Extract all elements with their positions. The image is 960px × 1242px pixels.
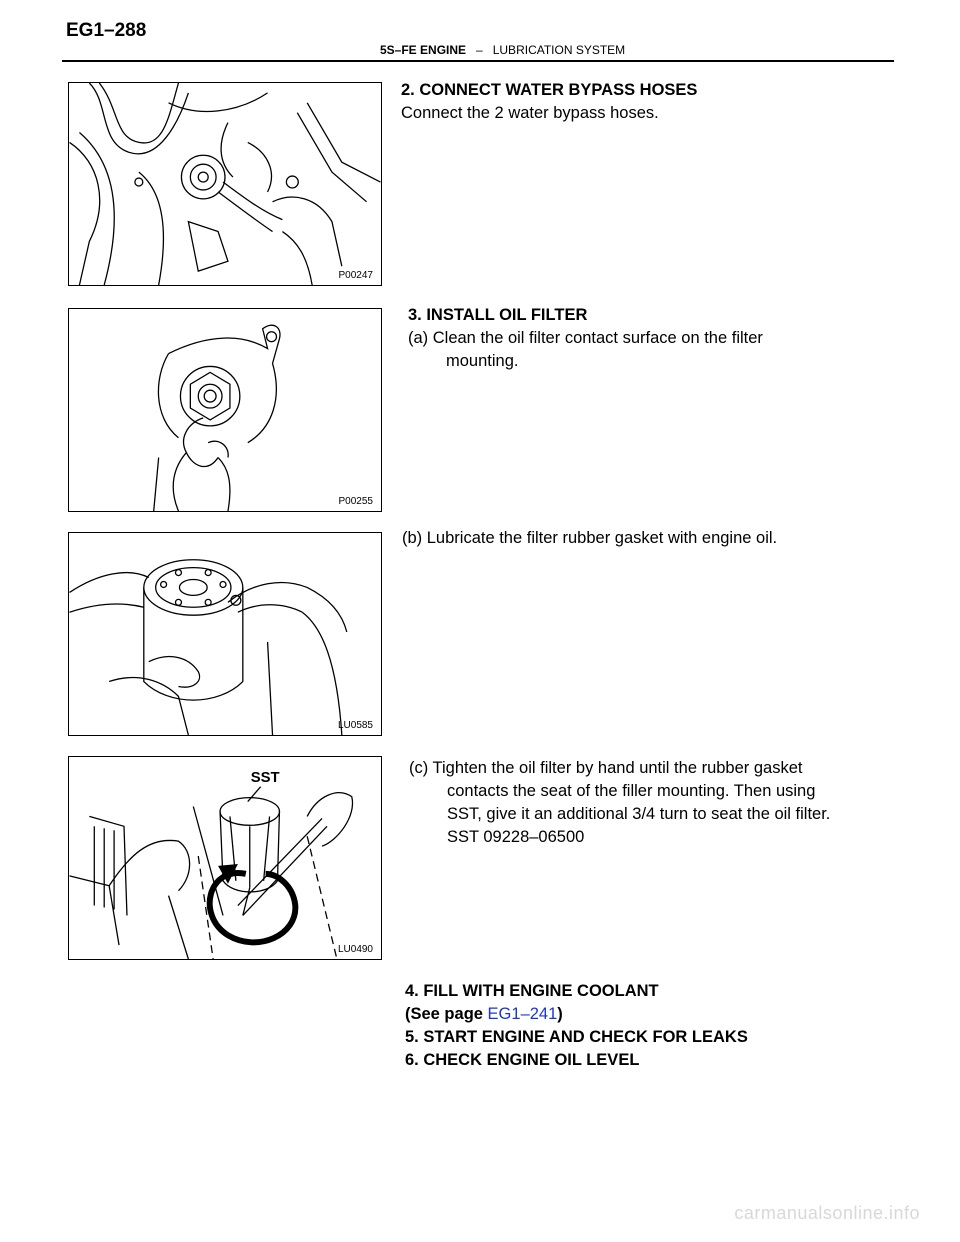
step-5-title: 5. START ENGINE AND CHECK FOR LEAKS	[405, 1028, 748, 1046]
step-3b: (b) Lubricate the filter rubber gasket with engine oil.	[402, 529, 778, 547]
figure-water-bypass-hoses	[68, 82, 382, 286]
page-number: EG1–288	[66, 20, 147, 41]
sst-wrench-illustration	[69, 757, 381, 959]
step-4-ref-prefix: (See page	[405, 1005, 488, 1023]
step-3a-line1: (a) Clean the oil filter contact surface on the filter	[408, 329, 763, 347]
step-4-title: 4. FILL WITH ENGINE COOLANT	[405, 982, 659, 1000]
sst-label: SST	[250, 769, 280, 786]
page-link-eg1-241[interactable]: EG1–241	[487, 1005, 558, 1023]
step-4-ref-suffix: )	[557, 1005, 563, 1023]
step-2-body: Connect the 2 water bypass hoses.	[401, 104, 659, 122]
step-3-title: 3. INSTALL OIL FILTER	[408, 306, 588, 324]
step-4-reference	[405, 1003, 748, 1026]
watermark: carmanualsonline.info	[734, 1203, 920, 1223]
step-2	[401, 79, 697, 125]
steps-4-6	[405, 980, 748, 1072]
step-3c-line3: SST, give it an additional 3/4 turn to seat the oil filter.	[447, 805, 831, 823]
figure-code: LU0585	[337, 720, 373, 731]
figure-gasket-lubrication	[68, 532, 382, 736]
step-2-title: 2. CONNECT WATER BYPASS HOSES	[401, 81, 698, 99]
section-subtitle: LUBRICATION SYSTEM	[492, 43, 626, 57]
step-3	[408, 304, 763, 373]
section-header	[380, 43, 625, 57]
step-3c-line4: SST 09228–06500	[447, 828, 585, 846]
section-title: 5S–FE ENGINE	[380, 43, 467, 57]
header-rule	[62, 60, 894, 62]
figure-code: P00247	[338, 270, 373, 281]
step-3c-line2: contacts the seat of the filler mounting. Then using	[447, 782, 816, 800]
figure-code: LU0490	[337, 944, 373, 955]
water-hose-illustration	[69, 83, 381, 285]
figure-tighten-sst	[68, 756, 382, 960]
gasket-illustration	[69, 533, 381, 735]
section-separator: –	[476, 43, 483, 57]
step-6-title: 6. CHECK ENGINE OIL LEVEL	[405, 1051, 640, 1069]
figure-filter-mounting	[68, 308, 382, 512]
filter-mounting-illustration	[69, 309, 381, 511]
figure-code: P00255	[338, 496, 373, 507]
step-3c	[409, 757, 830, 849]
step-3a-line2: mounting.	[446, 352, 519, 370]
step-3c-line1: (c) Tighten the oil filter by hand until the rubber gasket	[409, 759, 803, 777]
